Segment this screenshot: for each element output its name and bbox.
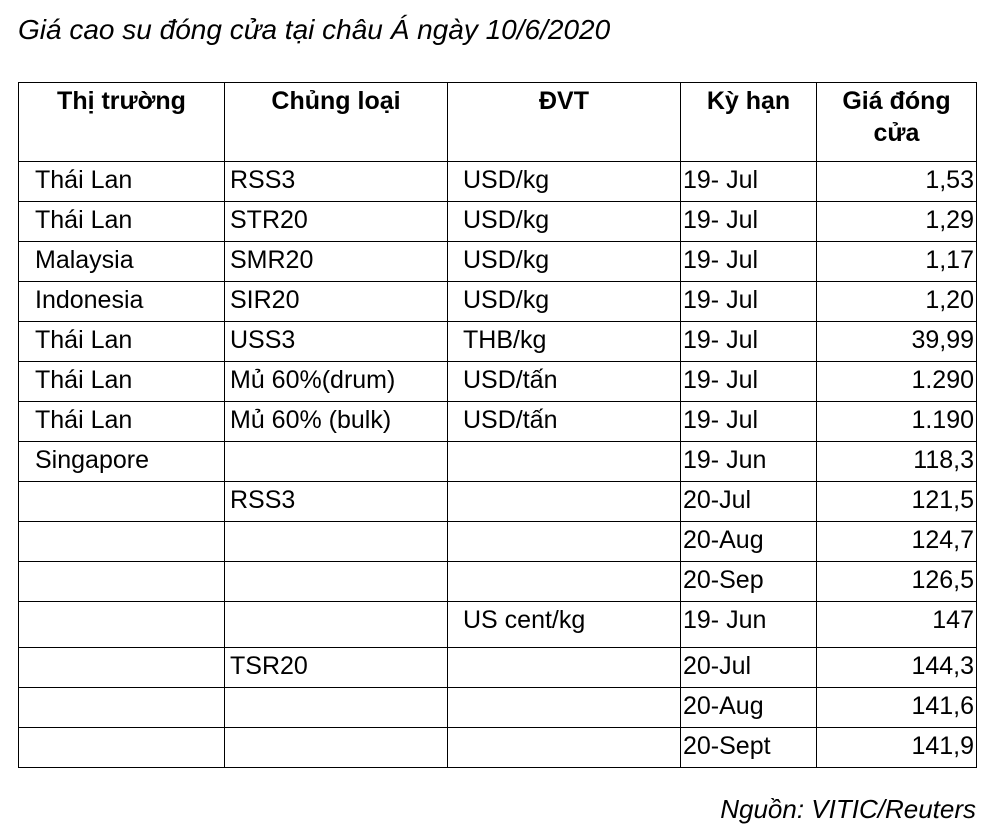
market-cell [19,602,225,648]
price-cell: 118,3 [817,442,977,482]
term-cell: 20-Jul [681,648,817,688]
price-cell: 141,6 [817,688,977,728]
price-cell: 1,53 [817,162,977,202]
rubber-price-table [18,82,977,768]
table-row [19,728,977,768]
term-cell: 19- Jun [681,602,817,648]
unit-cell: USD/kg [448,202,681,242]
table-row [19,362,977,402]
type-cell: USS3 [225,322,448,362]
unit-cell: USD/kg [448,242,681,282]
type-cell: STR20 [225,202,448,242]
price-cell: 1.190 [817,402,977,442]
price-cell: 1,29 [817,202,977,242]
term-cell: 19- Jul [681,162,817,202]
price-cell: 147 [817,602,977,648]
table-body [19,162,977,768]
market-cell [19,728,225,768]
table-row [19,242,977,282]
type-cell [225,442,448,482]
unit-cell [448,522,681,562]
market-cell: Thái Lan [19,402,225,442]
type-cell [225,728,448,768]
market-cell: Singapore [19,442,225,482]
header-type: Chủng loại [225,83,448,162]
unit-cell: USD/tấn [448,362,681,402]
term-cell: 20-Sept [681,728,817,768]
table-row [19,688,977,728]
table-row [19,202,977,242]
table-row [19,162,977,202]
unit-cell: THB/kg [448,322,681,362]
type-cell [225,562,448,602]
term-cell: 19- Jul [681,202,817,242]
price-cell: 126,5 [817,562,977,602]
market-cell [19,522,225,562]
type-cell: Mủ 60% (bulk) [225,402,448,442]
table-header-row [19,83,977,162]
term-cell: 20-Jul [681,482,817,522]
type-cell: RSS3 [225,482,448,522]
type-cell: SIR20 [225,282,448,322]
unit-cell: USD/kg [448,162,681,202]
table-row [19,562,977,602]
market-cell: Thái Lan [19,362,225,402]
table-row [19,648,977,688]
header-unit: ĐVT [448,83,681,162]
price-cell: 39,99 [817,322,977,362]
table-row [19,522,977,562]
price-cell: 144,3 [817,648,977,688]
type-cell: RSS3 [225,162,448,202]
market-cell: Thái Lan [19,162,225,202]
unit-cell: USD/tấn [448,402,681,442]
unit-cell [448,648,681,688]
table-row [19,322,977,362]
price-cell: 141,9 [817,728,977,768]
term-cell: 20-Aug [681,688,817,728]
term-cell: 19- Jul [681,322,817,362]
header-market: Thị trường [19,83,225,162]
price-cell: 1,17 [817,242,977,282]
term-cell: 19- Jul [681,242,817,282]
market-cell [19,482,225,522]
header-closing-price: Giá đóng cửa [817,83,977,162]
term-cell: 19- Jul [681,282,817,322]
price-cell: 121,5 [817,482,977,522]
table-row [19,442,977,482]
type-cell [225,602,448,648]
unit-cell [448,562,681,602]
unit-cell [448,728,681,768]
unit-cell [448,442,681,482]
table-row [19,402,977,442]
unit-cell: USD/kg [448,282,681,322]
type-cell [225,688,448,728]
market-cell: Indonesia [19,282,225,322]
market-cell: Thái Lan [19,202,225,242]
term-cell: 19- Jul [681,402,817,442]
document-title: Giá cao su đóng cửa tại châu Á ngày 10/6/2020 [18,14,611,45]
type-cell: TSR20 [225,648,448,688]
price-cell: 1,20 [817,282,977,322]
market-cell: Malaysia [19,242,225,282]
source-note: Nguồn: VITIC/Reuters [720,794,976,824]
table-row [19,482,977,522]
term-cell: 20-Sep [681,562,817,602]
type-cell: Mủ 60%(drum) [225,362,448,402]
term-cell: 19- Jun [681,442,817,482]
price-cell: 124,7 [817,522,977,562]
market-cell: Thái Lan [19,322,225,362]
term-cell: 20-Aug [681,522,817,562]
type-cell: SMR20 [225,242,448,282]
market-cell [19,648,225,688]
type-cell [225,522,448,562]
unit-cell [448,688,681,728]
table-row [19,282,977,322]
market-cell [19,688,225,728]
term-cell: 19- Jul [681,362,817,402]
unit-cell: US cent/kg [448,602,681,648]
header-term: Kỳ hạn [681,83,817,162]
table-row [19,602,977,648]
market-cell [19,562,225,602]
unit-cell [448,482,681,522]
price-cell: 1.290 [817,362,977,402]
